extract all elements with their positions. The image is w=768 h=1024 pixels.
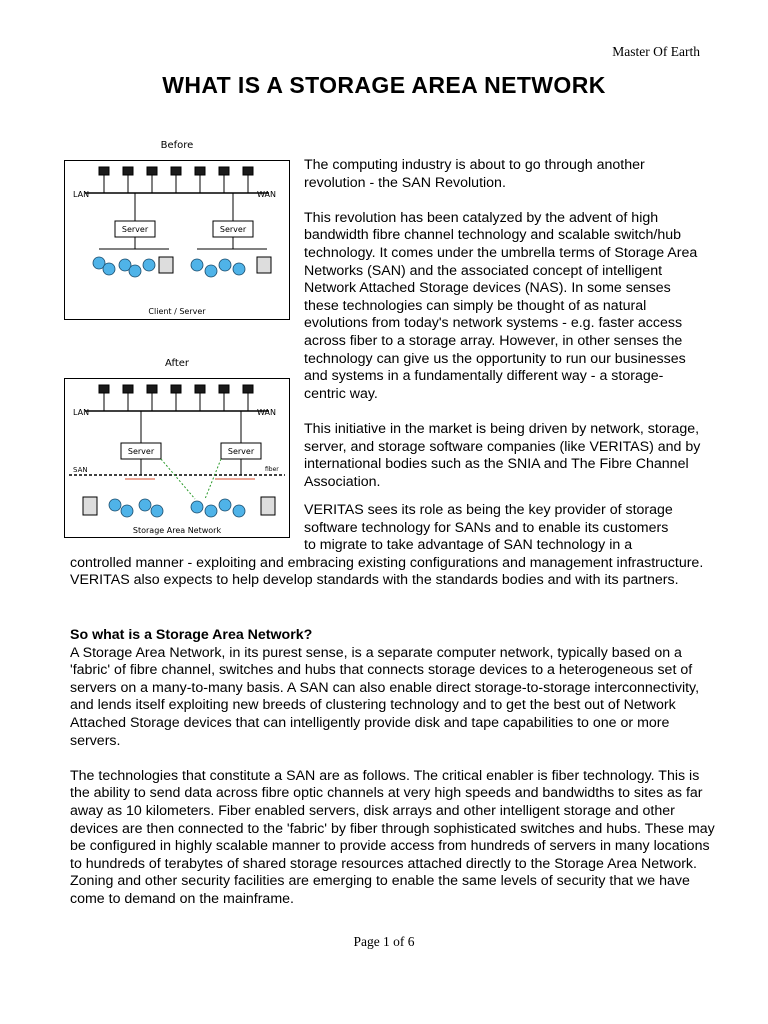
p4-line-2: software technology for SANs and to enable its customers	[304, 519, 669, 536]
wan-label: WAN	[257, 190, 276, 199]
p4-rest: controlled manner - exploiting and embracing existing configurations and management infrastructure. VERITAS also expects to help develop standards with the standards bodies and with its partners.	[70, 554, 704, 589]
server-right-label: Server	[219, 225, 247, 234]
fiber-label: fiber	[265, 466, 279, 473]
tape-drive-icon	[159, 257, 173, 273]
client-workstations	[99, 167, 253, 175]
section-what-is-san	[70, 627, 720, 926]
server-left-label: Server	[121, 225, 149, 234]
p4-line-3: to migrate to take advantage of SAN technology in a	[304, 537, 633, 554]
client-workstations	[99, 385, 253, 393]
server-left-label: Server	[127, 447, 155, 456]
before-caption: Before	[160, 140, 194, 151]
san-diagram-figure	[64, 140, 290, 538]
server-right-label: Server	[227, 447, 255, 456]
page-header-author: Master Of Earth	[612, 44, 700, 59]
intro-column	[304, 157, 704, 509]
lan-label: LAN	[73, 408, 90, 417]
intro-paragraph-2: This revolution has been catalyzed by the advent of high bandwidth fibre channel technology and scalable switch/hub technology. It comes under the umbrella terms of Storage Area Networks (SAN) and the associated concept of intelligent Network Attached Storage devices (NAS). In some senses these technologies can simply be thought of as natural evolutions from today's network systems - e.g. faster access across fiber to a storage array. However, in other senses the technology can give us the opportunity to run our businesses and systems in a fundamentally different way - a storage-centric way.	[304, 209, 698, 402]
wan-label: WAN	[257, 408, 276, 417]
san-label: SAN	[73, 466, 88, 474]
page-title: WHAT IS A STORAGE AREA NETWORK	[162, 72, 606, 98]
tape-drive-icon	[257, 257, 271, 273]
before-diagram	[64, 160, 290, 320]
section-paragraph-2: The technologies that constitute a SAN are as follows. The critical enabler is fiber technology. This is the ability to send data across fibre optic channels at very high speeds and bandwidths to sites as far away as 10 kilometers. Fiber enabled servers, disk arrays and other intelligent storage and other devices are then connected to the 'fabric' by fiber through sophisticated switches and hubs. These may be configured in highly scalable manner to provide access from hundreds of servers in many locations to hundreds of terabytes of shared storage resources attached directly to the Storage Area Network. Zoning and other security facilities are emerging to enable the same levels of security that we have come to demand on the mainframe.	[70, 767, 715, 907]
lan-label: LAN	[73, 190, 90, 199]
page-number: Page 1 of 6	[353, 934, 415, 949]
intro-paragraph-4	[70, 502, 710, 590]
before-bottom-caption: Client / Server	[148, 307, 206, 316]
p4-line-1: VERITAS sees its role as being the key provider of storage	[304, 502, 673, 518]
after-caption: After	[164, 358, 189, 369]
intro-paragraph-1: The computing industry is about to go through another revolution - the SAN Revolution.	[304, 157, 645, 191]
section-paragraph-1: A Storage Area Network, in its purest sense, is a separate computer network, typically based on a 'fabric' of fibre channel, switches and hubs that connects storage devices to a heterogeneous set of servers on a many-to-many basis. A SAN can also enable direct storage-to-storage interconnectivity, and lends itself exploiting new breeds of clustering technology and to get the best out of Network Attached Storage devices that can intelligently provide disk and tape capabilities to one or more servers.	[70, 644, 700, 749]
section-heading: So what is a Storage Area Network?	[70, 627, 313, 643]
after-bottom-caption: Storage Area Network	[132, 526, 222, 535]
intro-paragraph-3: This initiative in the market is being driven by network, storage, server, and storage software companies (like VERITAS) and by international bodies such as the SNIA and The Fibre Channel Association.	[304, 420, 701, 490]
